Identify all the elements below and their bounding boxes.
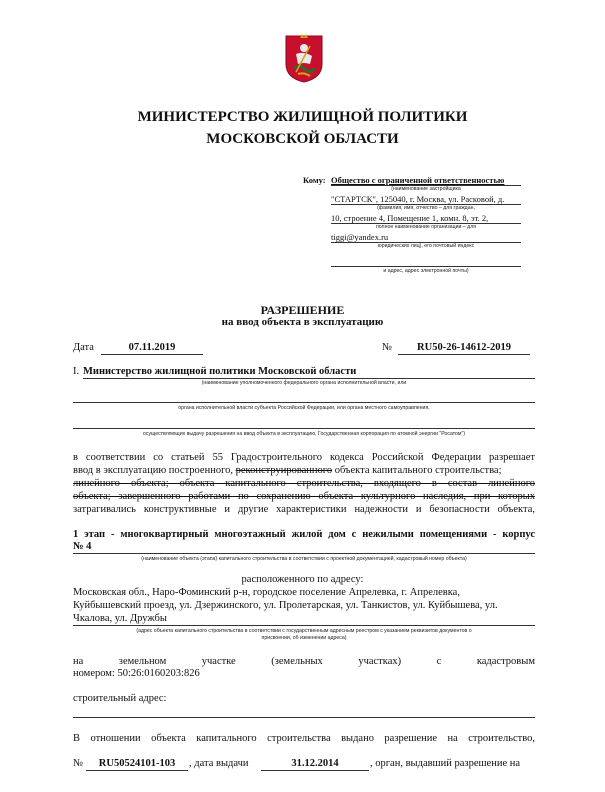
permit-line-1: В отношении объекта капитального строительства выдано разрешение на строительство, (73, 733, 535, 744)
object-underline (73, 553, 535, 554)
number-value: RU50-26-14612-2019 (417, 342, 511, 353)
construction-address-underline (73, 717, 535, 718)
number-underline (398, 354, 530, 355)
date-label: Дата (73, 342, 94, 353)
paragraph-line-5: затрагивались конструктивные и другие характеристики надежности и безопасности объекта, (73, 504, 535, 515)
land-word-1: на (73, 656, 84, 667)
document-subtitle: на ввод объекта в эксплуатацию (221, 316, 384, 328)
permit-date-value: 31.12.2014 (291, 758, 339, 769)
cadastral-number: номером: 50:26:0160203:826 (73, 668, 200, 679)
ministry-name-line1: МИНИСТЕРСТВО ЖИЛИЩНОЙ ПОЛИТИКИ (137, 109, 468, 125)
to-label: Кому: (303, 175, 326, 185)
addressee-underline-5 (331, 266, 521, 267)
paragraph-line-3: линейного объекта; объекта капитального строительства, входящего в состав линейного (73, 478, 535, 489)
authority-underline (83, 378, 535, 379)
document-title: РАЗРЕШЕНИЕ (260, 303, 345, 317)
authority-caption-1: (наименование уполномоченного федерального органа исполнительной власти, или (201, 380, 407, 386)
location-caption-1: (адрес объекта капитального строительства в соответствии с государственным адресным реестром с указанием реквизитов документов о (136, 628, 472, 634)
addressee-line-4: tiggi@yandex.ru (331, 232, 389, 242)
land-word-6: с (436, 656, 442, 667)
land-word-5: участках) (358, 656, 402, 667)
permit-no-value: RU50524101-103 (98, 758, 176, 769)
location-line-3: Чкалова, ул. Дружбы (73, 613, 167, 624)
land-word-7: кадастровым (476, 656, 535, 667)
paragraph-line-2 (73, 465, 535, 477)
permit-no-label: № (73, 758, 84, 769)
addressee-line-2: "СТАРТСК", 125040, г. Москва, ул. Расковой, д. (331, 194, 505, 204)
location-line-1: Московская обл., Наро-Фоминский р-н, городское поселение Апрелевка, г. Апрелевка, (73, 587, 460, 598)
construction-address-label: строительный адрес: (73, 693, 167, 704)
land-line-1 (73, 656, 535, 668)
authority-caption-3: осуществляющих выдачу разрешения на ввод объекта в эксплуатацию, Государственная корпорация по атомной энергии "Росатом") (142, 431, 466, 437)
object-caption: (наименование объекта (этапа) капитального строительства в соответствии с проектной документацией, кадастровый номер объекта) (141, 556, 467, 562)
permit-date-label: , дата выдачи (189, 758, 249, 769)
ministry-name-line2: МОСКОВСКОЙ ОБЛАСТИ (206, 131, 399, 147)
location-line-2: Куйбышевский проезд, ул. Дзержинского, ул. Пролетарская, ул. Танкистов, ул. Куйбышева, ул. (73, 600, 498, 611)
addressee-caption-2: (фамилия, имя, отчество – для граждан, (377, 205, 475, 211)
land-word-4: (земельных (271, 656, 323, 667)
addressee-caption-1: (наименование застройщика (391, 186, 461, 192)
addressee-caption-3: полное наименование организации – для (375, 224, 477, 230)
authority-underline-3 (73, 428, 535, 429)
location-label: расположенного по адресу: (241, 574, 364, 585)
location-caption-2: присвоении, об изменении адреса) (261, 635, 347, 641)
number-label: № (382, 342, 393, 353)
addressee-line-3: 10, строение 4, Помещение 1, комн. 8, эт. 2, (331, 213, 489, 223)
object-name-line-1: 1 этап - многоквартирный многоэтажный жилой дом с нежилыми помещениями - корпус (73, 529, 535, 540)
paragraph-line-2-a: ввод в эксплуатацию построенного, (73, 465, 236, 476)
issuing-authority: Министерство жилищной политики Московской области (83, 366, 357, 377)
permit-date-underline (261, 770, 369, 771)
land-word-2: земельном (118, 656, 167, 667)
authority-underline-2 (73, 402, 535, 403)
permit-no-underline (86, 770, 188, 771)
date-underline (101, 354, 203, 355)
addressee-line-1: Общество с ограниченной ответственностью (331, 175, 505, 185)
paragraph-struck-word: реконструированного (235, 465, 333, 476)
date-value: 07.11.2019 (128, 342, 176, 353)
section-1-prefix: I. (73, 366, 80, 377)
addressee-caption-4: юридических лиц), его почтовый индекс (377, 243, 475, 249)
paragraph-line-2-c: объекта капитального строительства; (332, 465, 502, 476)
object-name-line-2: № 4 (73, 541, 92, 552)
location-underline (73, 625, 535, 626)
land-word-3: участке (201, 656, 236, 667)
addressee-caption-5: и адрес, адрес электронной почты) (383, 268, 469, 274)
paragraph-line-1: в соответствии со статьей 55 Градостроительного кодекса Российской Федерации разрешает (73, 452, 535, 463)
coat-of-arms-emblem (284, 34, 324, 84)
authority-caption-2: органа исполнительной власти субъекта Российской Федерации, или органа местного самоуправления, (178, 405, 430, 411)
permit-tail: , орган, выдавший разрешение на (370, 758, 521, 769)
paragraph-line-4: объекта; завершенного работами по сохранению объекта культурного наследия, при которых (73, 491, 535, 502)
